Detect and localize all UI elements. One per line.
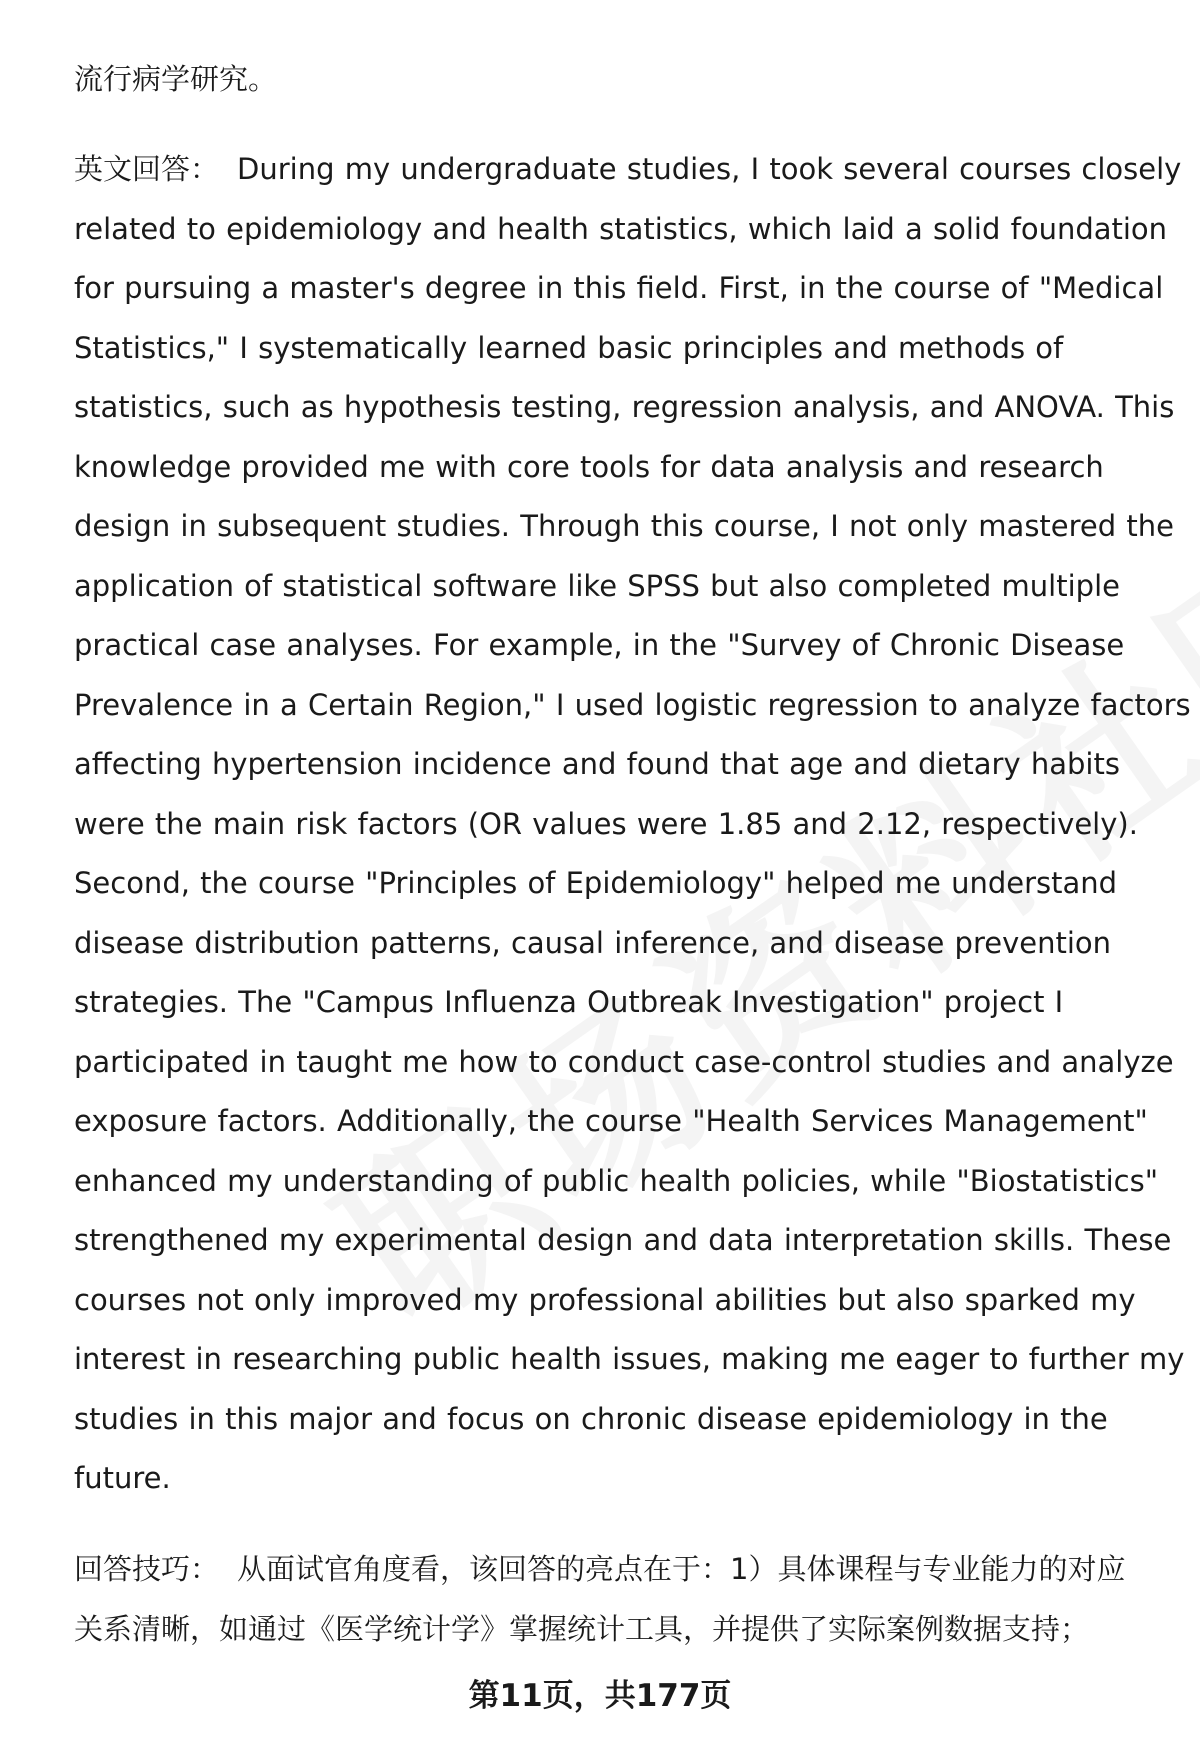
english-answer-line-15: participated in taught me how to conduct case-control studies and analyze xyxy=(74,1044,1174,1079)
continued-text: 流行病学研究。 xyxy=(74,62,278,96)
english-answer-line-18: strengthened my experimental design and data interpretation skills. These xyxy=(74,1223,1172,1257)
english-answer-line-9: Prevalence in a Certain Region," I used logistic regression to analyze factors xyxy=(74,687,1191,722)
continued-paragraph xyxy=(74,50,1164,110)
english-answer-line-17: enhanced my understanding of public health policies, while "Biostatistics" xyxy=(74,1163,1159,1198)
english-answer-label: 英文回答： xyxy=(74,152,220,186)
english-answer-line-12: Second, the course "Principles of Epidemiology" helped me understand xyxy=(74,866,1118,900)
answer-tips-line-1: 关系清晰，如通过《医学统计学》掌握统计工具，并提供了实际案例数据支持； xyxy=(74,1611,1090,1646)
english-answer-line-11: were the main risk factors (OR values were 1.85 and 2.12, respectively). xyxy=(74,806,1138,841)
english-answer-line-22: future. xyxy=(74,1461,171,1495)
english-answer-line-2: for pursuing a master's degree in this field. First, in the course of "Medical xyxy=(74,271,1164,305)
english-answer-line-8: practical case analyses. For example, in the "Survey of Chronic Disease xyxy=(74,628,1125,662)
english-answer-line-20: interest in researching public health issues, making me eager to further my xyxy=(74,1342,1185,1376)
english-answer-line-16: exposure factors. Additionally, the course "Health Services Management" xyxy=(74,1104,1148,1138)
english-answer-line-6: design in subsequent studies. Through this course, I not only mastered the xyxy=(74,509,1174,543)
english-answer-line-21: studies in this major and focus on chronic disease epidemiology in the xyxy=(74,1401,1108,1436)
english-answer-line-19: courses not only improved my professional abilities but also sparked my xyxy=(74,1282,1136,1317)
answer-tips-line-0: 回答技巧： 从面试官角度看，该回答的亮点在于：1）具体课程与专业能力的对应 xyxy=(74,1552,1126,1586)
english-answer-line-5: knowledge provided me with core tools for data analysis and research xyxy=(74,449,1104,484)
page-indicator: 第11页，共177页 xyxy=(468,1678,732,1714)
english-answer-paragraph xyxy=(74,140,1191,1509)
english-answer-line-7: application of statistical software like SPSS but also completed multiple xyxy=(74,568,1120,603)
english-answer-line-4: statistics, such as hypothesis testing, regression analysis, and ANOVA. This xyxy=(74,390,1175,424)
english-answer-line-3: Statistics," I systematically learned basic principles and methods of xyxy=(74,330,1064,365)
english-answer-line-10: affecting hypertension incidence and found that age and dietary habits xyxy=(74,747,1120,781)
english-answer-line-1: related to epidemiology and health statistics, which laid a solid foundation xyxy=(74,211,1168,246)
answer-tips-label: 回答技巧： xyxy=(74,1552,220,1586)
english-answer-line-14: strategies. The "Campus Influenza Outbreak Investigation" project I xyxy=(74,985,1064,1019)
answer-tips-paragraph xyxy=(74,1540,1164,1659)
english-answer-line-13: disease distribution patterns, causal inference, and disease prevention xyxy=(74,925,1112,960)
english-answer-line-0: 英文回答： During my undergraduate studies, I took several courses closely xyxy=(74,152,1182,186)
